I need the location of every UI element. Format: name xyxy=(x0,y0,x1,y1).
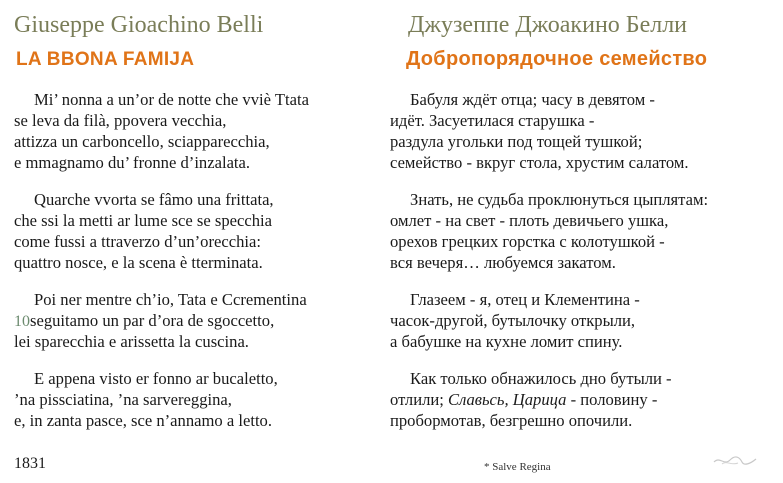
poem-title-russian: Добропорядочное семейство xyxy=(406,48,708,70)
stanza-2 xyxy=(14,189,309,273)
stanza-1 xyxy=(390,89,708,173)
stanza-1 xyxy=(14,89,309,173)
verse-line: омлет - на свет - плоть девичьего ушка, xyxy=(390,211,669,230)
verse-line xyxy=(14,310,309,331)
italian-stanzas xyxy=(14,89,309,447)
verse-line: Бабуля ждёт отца; часу в девятом - xyxy=(410,90,655,109)
verse-line: attizza un carboncello, sciapparecchia, xyxy=(14,132,270,151)
signature-icon xyxy=(712,450,758,470)
footnote: * Salve Regina xyxy=(484,461,551,473)
verse-line: орехов грецких горстка с колотушкой - xyxy=(390,232,665,251)
verse-line: Poi ner mentre ch’io, Tata e Ccrementina xyxy=(34,290,307,309)
verse-line: E appena visto er fonno ar bucaletto, xyxy=(34,369,278,388)
verse-line-text: seguitamo un par d’ora de sgoccetto, xyxy=(30,311,275,330)
verse-line xyxy=(390,389,708,410)
verse-line: пробормотав, безгрешно опочили. xyxy=(390,411,633,430)
verse-line: Mi’ nonna a un’or de notte che vviè Ttata xyxy=(34,90,309,109)
verse-line: идёт. Засуетилася старушка - xyxy=(390,111,595,130)
verse-line: Глазеем - я, отец и Клементина - xyxy=(410,290,640,309)
verse-line: а бабушке на кухне ломит спину. xyxy=(390,332,623,351)
author-name-italian: Giuseppe Gioachino Belli xyxy=(14,12,264,38)
verse-line-start: отлили; xyxy=(390,390,448,409)
stanza-4 xyxy=(14,368,309,431)
verse-line: ’na pissciatina, ’na sarvereggina, xyxy=(14,390,232,409)
stanza-3 xyxy=(390,289,708,352)
verse-line: e, in zanta pasce, sce n’annamo a letto. xyxy=(14,411,273,430)
stanza-3 xyxy=(14,289,309,352)
verse-line: come fussi a ttraverzo d’un’orecchia: xyxy=(14,232,261,251)
stanza-2 xyxy=(390,189,708,273)
author-name-russian: Джузеппе Джоакино Белли xyxy=(408,12,688,38)
verse-line: che ssi la metti ar lume sce se specchia xyxy=(14,211,273,230)
verse-line: e mmagnamo du’ fronne d’inzalata. xyxy=(14,153,251,172)
verse-line: Знать, не судьба проклюнуться цыплятам: xyxy=(410,190,709,209)
stanza-4 xyxy=(390,368,708,431)
verse-line: семейство - вкруг стола, хрустим салатом. xyxy=(390,153,689,172)
verse-line: Quarche vvorta se fâmo una frittata, xyxy=(34,190,274,209)
poem-year: 1831 xyxy=(14,455,46,472)
poem-title-italian: LA BBONA FAMIJA xyxy=(16,49,195,70)
italic-phrase: Славьсь, Царица xyxy=(448,390,567,409)
verse-line: lei sparecchia e arissetta la cuscina. xyxy=(14,332,249,351)
verse-line-tail: - половину - xyxy=(566,390,658,409)
verse-line: se leva da filà, ppovera vecchia, xyxy=(14,111,227,130)
verse-line: часок-другой, бутылочку открыли, xyxy=(390,311,636,330)
line-number: 10 xyxy=(14,313,30,330)
verse-line: вся вечеря… любуемся закатом. xyxy=(390,253,616,272)
verse-line: раздула угольки под тощей тушкой; xyxy=(390,132,643,151)
verse-line: Как только обнажилось дно бутыли - xyxy=(410,369,672,388)
verse-line: quattro nosce, e la scena è tterminata. xyxy=(14,253,263,272)
russian-stanzas xyxy=(390,89,708,447)
